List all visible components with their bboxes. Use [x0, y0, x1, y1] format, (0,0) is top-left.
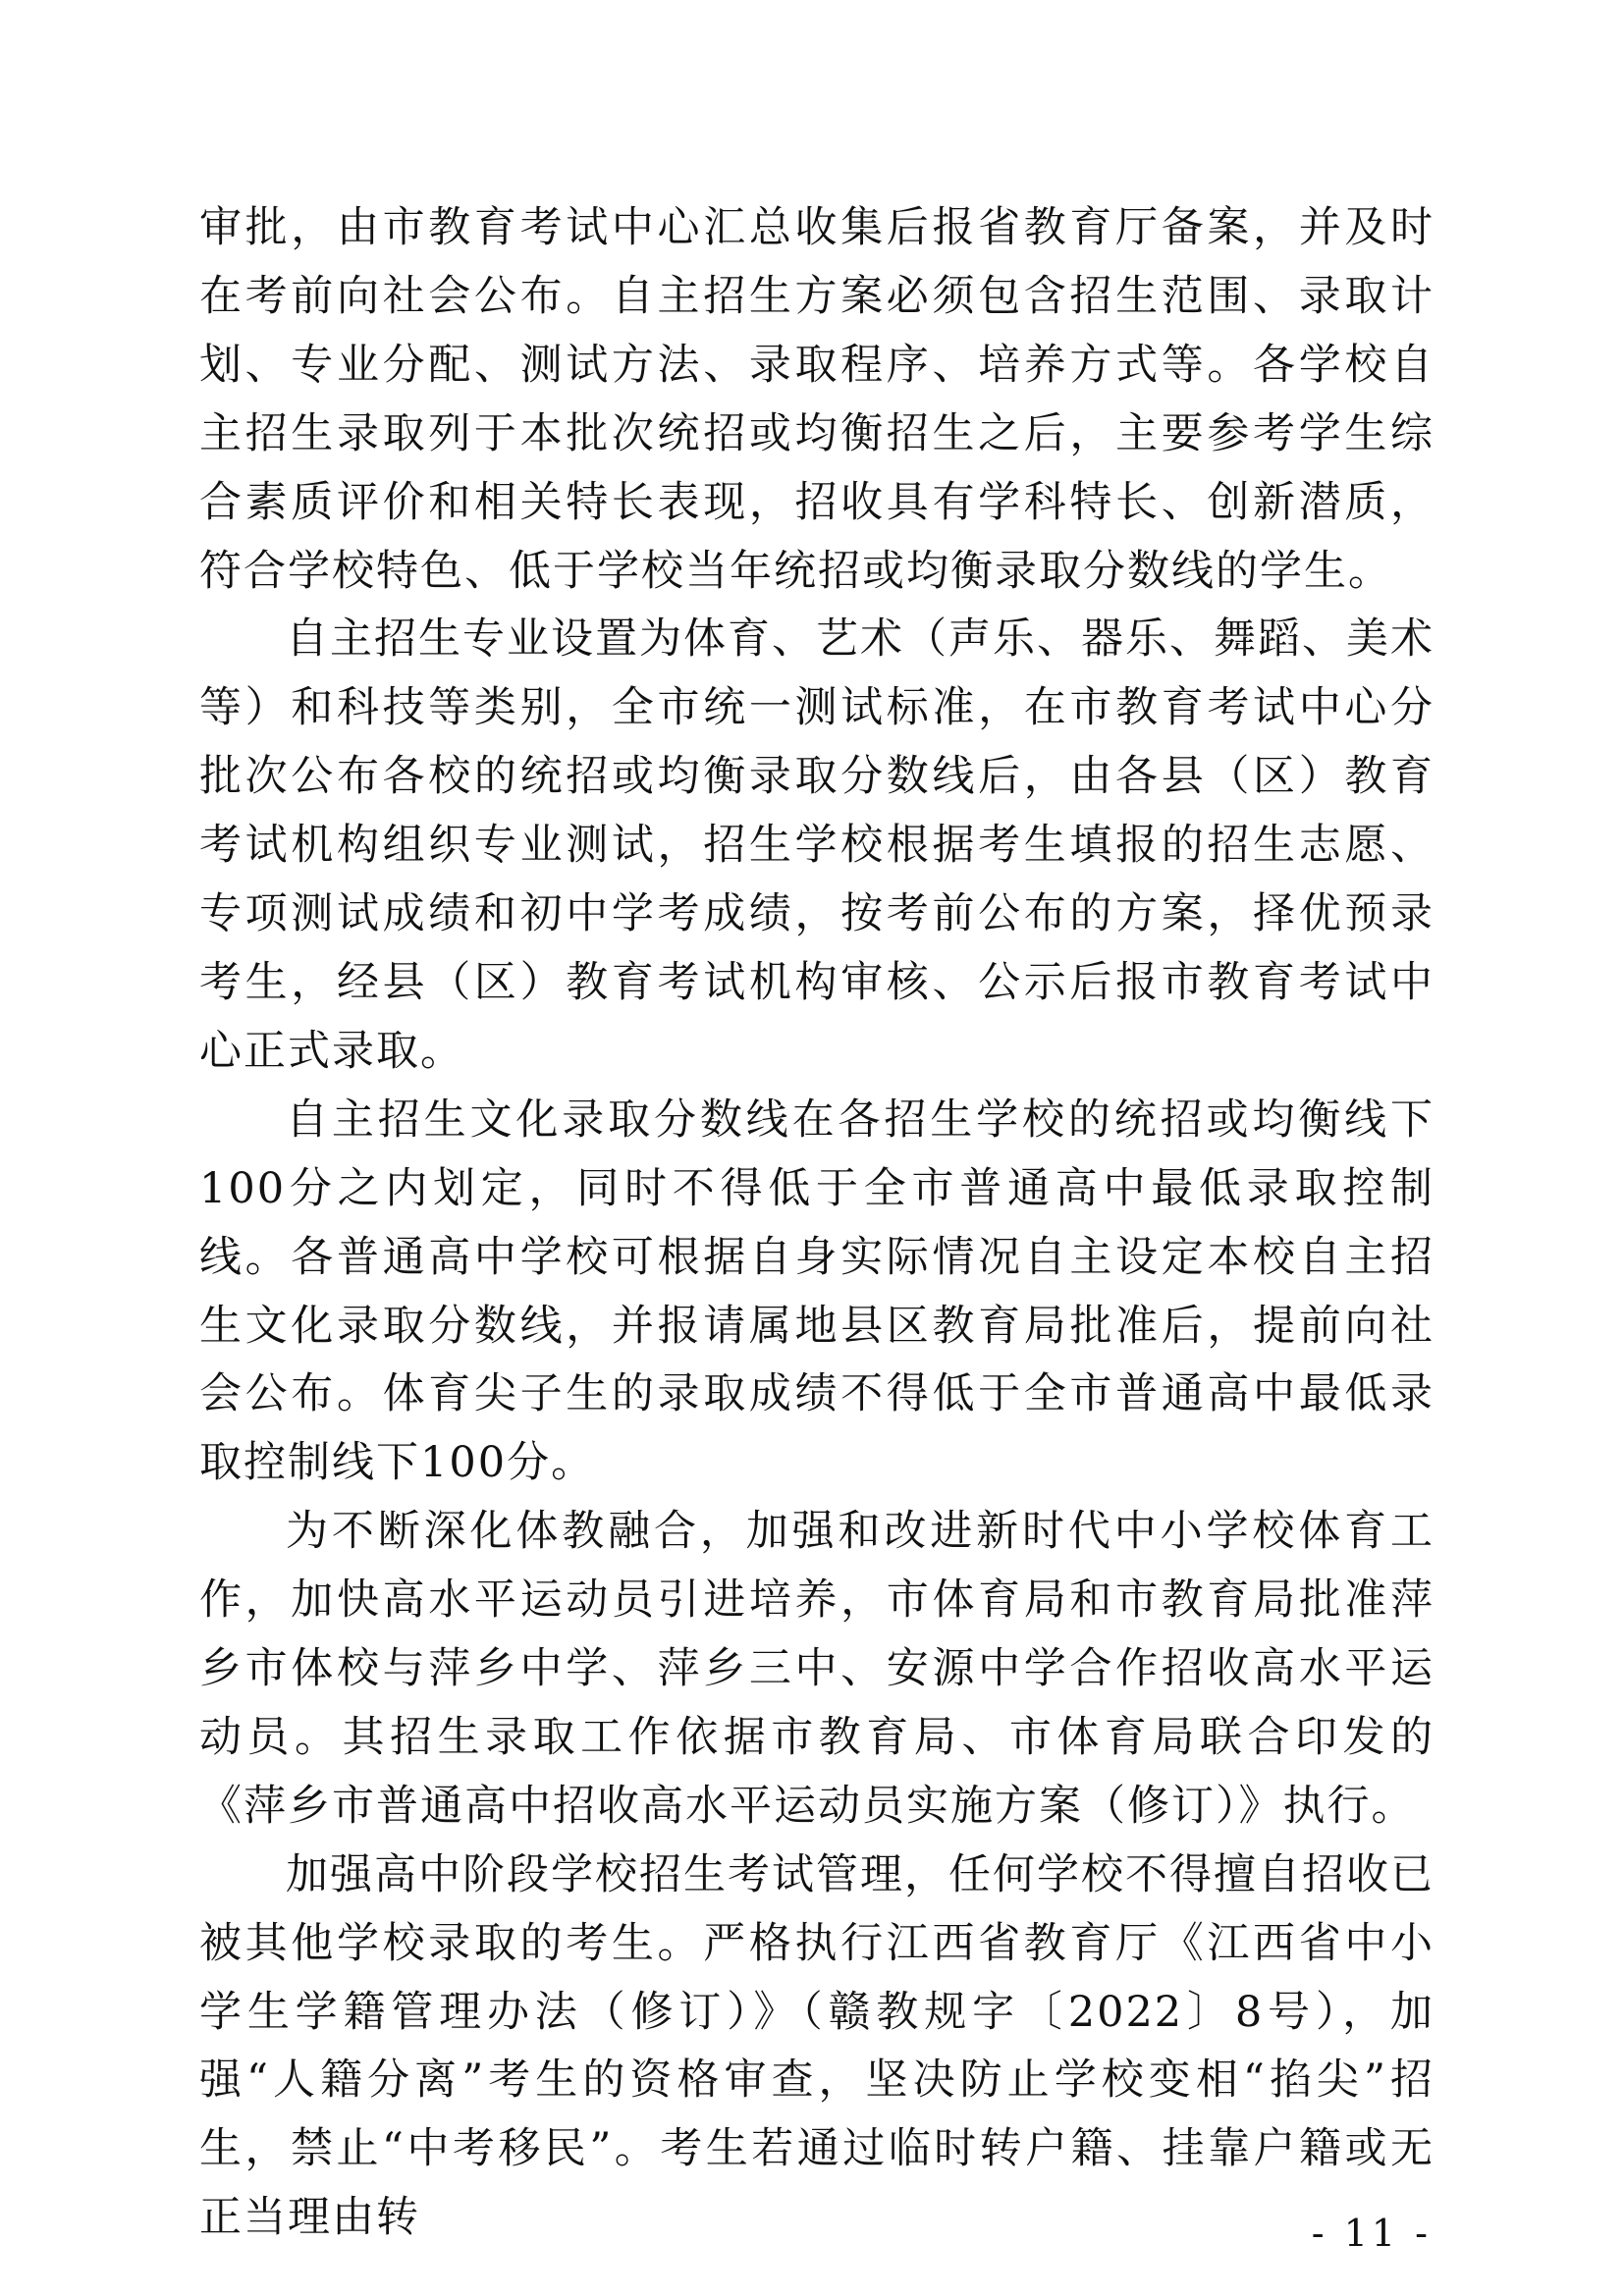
paragraph-exam-management: 加强高中阶段学校招生考试管理，任何学校不得擅自招收已被其他学校录取的考生。严格执行江西省教育厅《江西省中小学生学籍管理办法（修订）》（赣教规字〔2022〕8号），加强“人籍分离”考生的资格审查，坚决防止学校变相“掐尖”招生，禁止“中考移民”。考生若通过临时转户籍、挂靠户籍或无正当理由转: [199, 1849, 1435, 2243]
paragraph-cultural-score-line: 自主招生文化录取分数线在各招生学校的统招或均衡线下100分之内划定，同时不得低于全市普通高中最低录取控制线。各普通高中学校可根据自身实际情况自主设定本校自主招生文化录取分数线，并报请属地县区教育局批准后，提前向社会公布。体育尖子生的录取成绩不得低于全市普通高中最低录取控制线下100分。: [199, 1095, 1435, 1488]
document-body: [199, 194, 1435, 2253]
page-number: - 11 -: [1311, 2212, 1432, 2255]
paragraph-specialty-settings: 自主招生专业设置为体育、艺术（声乐、器乐、舞蹈、美术等）和科技等类别，全市统一测试标准，在市教育考试中心分批次公布各校的统招或均衡录取分数线后，由各县（区）教育考试机构组织专业测试，招生学校根据考生填报的招生志愿、专项测试成绩和初中学考成绩，按考前公布的方案，择优预录考生，经县（区）教育考试机构审核、公示后报市教育考试中心正式录取。: [199, 614, 1435, 1076]
paragraph-athlete-recruitment: 为不断深化体教融合，加强和改进新时代中小学校体育工作，加快高水平运动员引进培养，市体育局和市教育局批准萍乡市体校与萍乡中学、萍乡三中、安源中学合作招收高水平运动员。其招生录取工作依据市教育局、市体育局联合印发的《萍乡市普通高中招收高水平运动员实施方案（修订）》执行。: [199, 1507, 1435, 1831]
paragraph-continuation: 审批，由市教育考试中心汇总收集后报省教育厅备案，并及时在考前向社会公布。自主招生方案必须包含招生范围、录取计划、专业分配、测试方法、录取程序、培养方式等。各学校自主招生录取列于本批次统招或均衡招生之后，主要参考学生综合素质评价和相关特长表现，招收具有学科特长、创新潜质，符合学校特色、低于学校当年统招或均衡录取分数线的学生。: [199, 203, 1435, 596]
